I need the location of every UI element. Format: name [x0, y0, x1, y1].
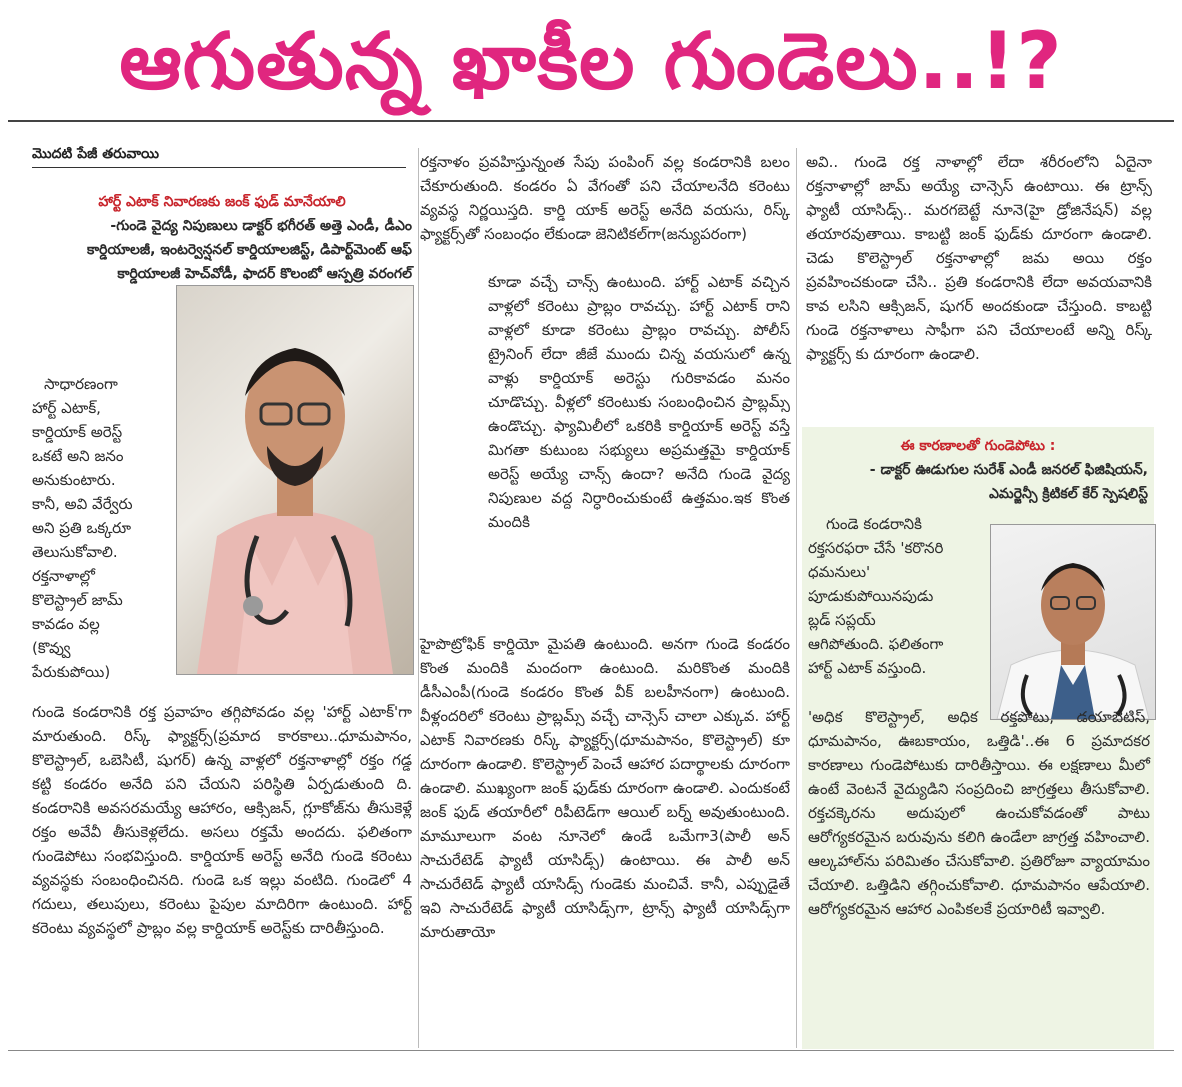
sidebar-line: ఆగిపోతుంది. ఫలితంగా — [808, 635, 944, 653]
headline-rule — [8, 120, 1174, 122]
sidebar-line: బ్లడ్ సప్లయ్ — [808, 611, 876, 629]
col1-line: అని ప్రతి ఒక్కరూ — [32, 519, 132, 537]
sidebar-line: పూడుకుపోయినపుడు — [808, 587, 934, 605]
col2-top-text — [420, 150, 790, 246]
col1-line: అనుకుంటారు. — [32, 471, 116, 489]
doctor-portrait-image-2 — [991, 525, 1155, 719]
col1-line: పేరుకుపోయి) — [32, 663, 111, 681]
col1-byline: -గుండె వైద్య నిపుణులు డాక్టర్ భగీరత్ అత్తె ఎండీ, డీఎం కార్డియాలజీ, ఇంటర్వెన్షనల్ కార్డియాలజిస్ట్, డిపార్ట్‌మెంట్ ఆఫ్ కార్డియాలజీ హెచ్‌వోడీ, ఫాదర్ కొలంబో ఆస్పత్రి వరంగల్ — [87, 218, 412, 282]
sidebar-paragraph: 'అధిక కొలెస్ట్రాల్, అధిక రక్తపోటు, డయాబెటిస్, ధూమపానం, ఊబకాయం, ఒత్తిడి'..ఈ 6 ప్రమాదకర కారణాలు గుండెపోటుకు దారితీస్తాయి. ఈ లక్షణాలు మీలో ఉంటే వెంటనే వైద్యుడిని సంప్రదించి జాగ్రత్తలు తీసుకోవాలి. రక్తచక్కెరను అదుపులో ఉంచుకోవడంతో పాటు ఆరోగ్యకరమైన బరువును కలిగి ఉండేలా జాగ్రత్త వహించాలి. ఆల్కహాల్‌ను పరిమితం చేసుకోవాలి. ప్రతిరోజూ వ్యాయామం చేయాలి. ఒత్తిడిని తగ్గించుకోవాలి. ధూమపానం ఆపేయాలి. ఆరోగ్యకరమైన ఆహార ఎంపికలకే ప్రయారిటీ ఇవ్వాలి. — [808, 708, 1150, 918]
col3-top-text — [806, 150, 1152, 366]
col1-line: సాధారణంగా — [44, 375, 118, 393]
col1-line: (కొవ్వు — [32, 639, 71, 657]
doctor-photo — [176, 285, 414, 675]
sidebar-title: ఈ కారణాలతో గుండెపోటు : — [900, 438, 1056, 454]
col1-narrow-text — [32, 372, 172, 684]
sidebar-full-text — [808, 705, 1150, 921]
col2-paragraph-bottom: హైపొట్రోఫిక్ కార్డియో మైపతి ఉంటుంది. అనగా గుండె కండరం కొంత మందికి మందంగా ఉంటుంది. మరికొంత మందికి డీసీఎంపీ(గుండె కండరం కొంత వీక్ బలహీనంగా) ఉంటుంది. వీళ్లందరిలో కరెంటు ప్రాబ్లమ్స్ వచ్చే చాన్సెస్ చాలా ఎక్కువ. హార్ట్ ఎటాక్ నివారణకు రిస్క్ ఫ్యాక్టర్స్(ధూమపానం, కొలెస్ట్రాల్) కూ దూరంగా ఉండాలి. కొలెస్ట్రాల్ పెంచే ఆహార పదార్థాలకు దూరంగా ఉండాలి. ముఖ్యంగా జంక్ ఫుడ్‌కు దూరంగా ఉండాలి. ఎందుకంటే జంక్ ఫుడ్ తయారీలో రిపీటెడ్‌గా ఆయిల్ బర్న్ అవుతుంటుంది. మామూలుగా వంట నూనెలో ఉండే ఒమేగా3(పాలీ అన్ సాచురేటెడ్ ఫ్యాటీ యాసిడ్స్) ఉంటాయి. ఈ పాలీ అన్ సాచురేటెడ్ ఫ్యాటీ యాసిడ్స్ గుండెకు మంచివే. కానీ, ఎప్పుడైతే ఇవి సాచురేటెడ్ ఫ్యాటీ యాసిడ్స్‌గా, ట్రాన్స్ ఫ్యాటీ యాసిడ్స్‌గా మారుతాయో — [420, 635, 790, 941]
col1-line: కావడం వల్ల — [32, 615, 100, 633]
headline: ఆగుతున్న ఖాకీల గుండెలు..!? — [119, 17, 1063, 107]
doctor-photo-2 — [990, 524, 1156, 720]
col2-full-text — [420, 632, 790, 944]
sidebar-line: ధమనులు' — [808, 563, 871, 581]
col1-line: కొలెస్ట్రాల్ జామ్ — [32, 591, 123, 609]
col1-line: హార్ట్ ఎటాక్, — [32, 399, 101, 417]
sidebar-byline: - డాక్టర్ ఊడుగుల సురేశ్ ఎండీ జనరల్ ఫిజిషియన్, ఎమర్జెన్సీ క్రిటికల్ కేర్ స్పెషలిస్ట్ — [869, 462, 1148, 502]
col1-line: కార్డియాక్ అరెస్ట్ — [32, 423, 123, 441]
sidebar-header — [808, 434, 1148, 506]
col2-paragraph-narrow: కూడా వచ్చే చాన్స్ ఉంటుంది. హార్ట్ ఎటాక్ వచ్చిన వాళ్లలో కరెంటు ప్రాబ్లం రావచ్చు. హార్ట్ ఎటాక్ రాని వాళ్లలో కూడా కరెంటు ప్రాబ్లం రావచ్చు. పోలీస్ ట్రైనింగ్ లేదా జీజే ముందు చిన్న వయసులో ఉన్న వాళ్లు కార్డియాక్ అరెస్టు గురికావడం మనం చూడొచ్చు. వీళ్లలో కరెంటుకు సంబంధించిన ప్రాబ్లమ్స్ ఉండొచ్చు. ఫ్యామిలీలో ఒకరికి కార్డియాక్ అరెస్ట్ వస్తే మిగతా కుటుంబ సభ్యులు అప్రమత్తమై కార్డియాక్ అరెస్ట్ అయ్యే చాన్స్ ఉందా? అనేది గుండె వైద్య నిపుణుల వద్ద నిర్ధారించుకుంటే ఉత్తమం.ఇక కొంత మందికి — [488, 273, 790, 531]
col1-full-text — [32, 700, 412, 940]
col1-line: కానీ, అవి వేర్వేరు — [32, 495, 133, 513]
sidebar-line: గుండె కండరానికి — [826, 515, 922, 533]
column-divider — [796, 148, 797, 1048]
col1-paragraph: గుండె కండరానికి రక్త ప్రవాహం తగ్గిపోవడం వల్ల 'హార్ట్ ఎటాక్'గా మారుతుంది. రిస్క్ ఫ్యాక్టర్స్(ప్రమాద కారకాలు..ధూమపానం, కొలెస్ట్రాల్, ఒబెసిటీ, షుగర్) ఉన్న వాళ్లలో రక్తనాళాల్లో రక్తం గడ్డ కట్టి కండరం అనేది పని చేయని పరిస్థితి ఏర్పడుతుంది ది. కండరానికి అవసరమయ్యే ఆహారం, ఆక్సిజన్, గ్లూకోజ్‌ను తీసుకెళ్లే రక్తం అవేవీ తీసుకెళ్లలేదు. అసలు రక్తమే అందదు. ఫలితంగా గుండెపోటు సంభవిస్తుంది. కార్డియాక్ అరెస్ట్ అనేది గుండె కరెంటు వ్యవస్థకు సంబంధించినది. గుండె ఒక ఇల్లు వంటిది. గుండెలో 4 గదులు, తలుపులు, కరెంటు పైపుల మాదిరిగా ఉంటుంది. హార్ట్ కరెంటు వ్యవస్థలో ప్రాబ్లం వల్ల కార్డియాక్ అరెస్ట్‌కు దారితీస్తుంది. — [32, 703, 412, 937]
column-divider — [418, 148, 419, 1048]
continuation-label: మొదటి పేజీ తరువాయి — [32, 146, 406, 168]
doctor-portrait-image — [177, 286, 413, 674]
bottom-rule — [8, 1050, 1174, 1051]
col1-line: రక్తనాళాల్లో — [32, 567, 95, 585]
sidebar-line: హార్ట్ ఎటాక్ వస్తుంది. — [808, 659, 927, 677]
col2-narrow-text — [488, 270, 790, 534]
col1-header — [32, 190, 412, 286]
sidebar-narrow-text — [808, 512, 984, 680]
col1-line: తెలుసుకోవాలి. — [32, 543, 118, 561]
col2-paragraph-top: రక్తనాళం ప్రవహిస్తున్నంత సేపు పంపింగ్ వల్ల కండరానికి బలం చేకూరుతుంది. కండరం ఏ వేగంతో పని చేయాలనేది కరెంటు వ్యవస్థ నిర్ణయిస్తది. కార్డి యాక్ అరెస్ట్ అనేది వయసు, రిస్క్ ఫ్యాక్టర్స్‌తో సంబంధం లేకుండా జెనిటికల్‌గా(జన్యుపరంగా) — [420, 153, 790, 243]
col1-subhead: హార్ట్ ఎటాక్ నివారణకు జంక్ ఫుడ్ మానేయాలి — [98, 194, 346, 210]
col1-line: ఒకటే అని జనం — [32, 447, 124, 465]
sidebar-line: రక్తసరఫరా చేసే 'కరొనరి — [808, 539, 944, 557]
col3-paragraph-top: అవి.. గుండె రక్త నాళాల్లో లేదా శరీరంలోని ఏదైనా రక్తనాళాల్లో జామ్ అయ్యే చాన్సెస్ ఉంటాయి. ఈ ట్రాన్స్ ఫ్యాటీ యాసిడ్స్.. మరగబెట్టే నూనె(హై డ్రోజినేషన్) వల్ల తయారవుతాయి. కాబట్టి జంక్ ఫుడ్‌కు దూరంగా ఉండాలి. చెడు కొలెస్ట్రాల్ రక్తనాళాల్లో జమ అయి రక్తం ప్రవహించకుండా చేసి.. ప్రతి కండరానికి లేదా అవయవానికి కావ లసిని ఆక్సిజన్, షుగర్ అందకుండా చేస్తుంది. కాబట్టి గుండె రక్తనాళాలు సాఫీగా పని చేయాలంటే అన్ని రిస్క్ ఫ్యాక్టర్స్ కు దూరంగా ఉండాలి. — [806, 153, 1152, 363]
